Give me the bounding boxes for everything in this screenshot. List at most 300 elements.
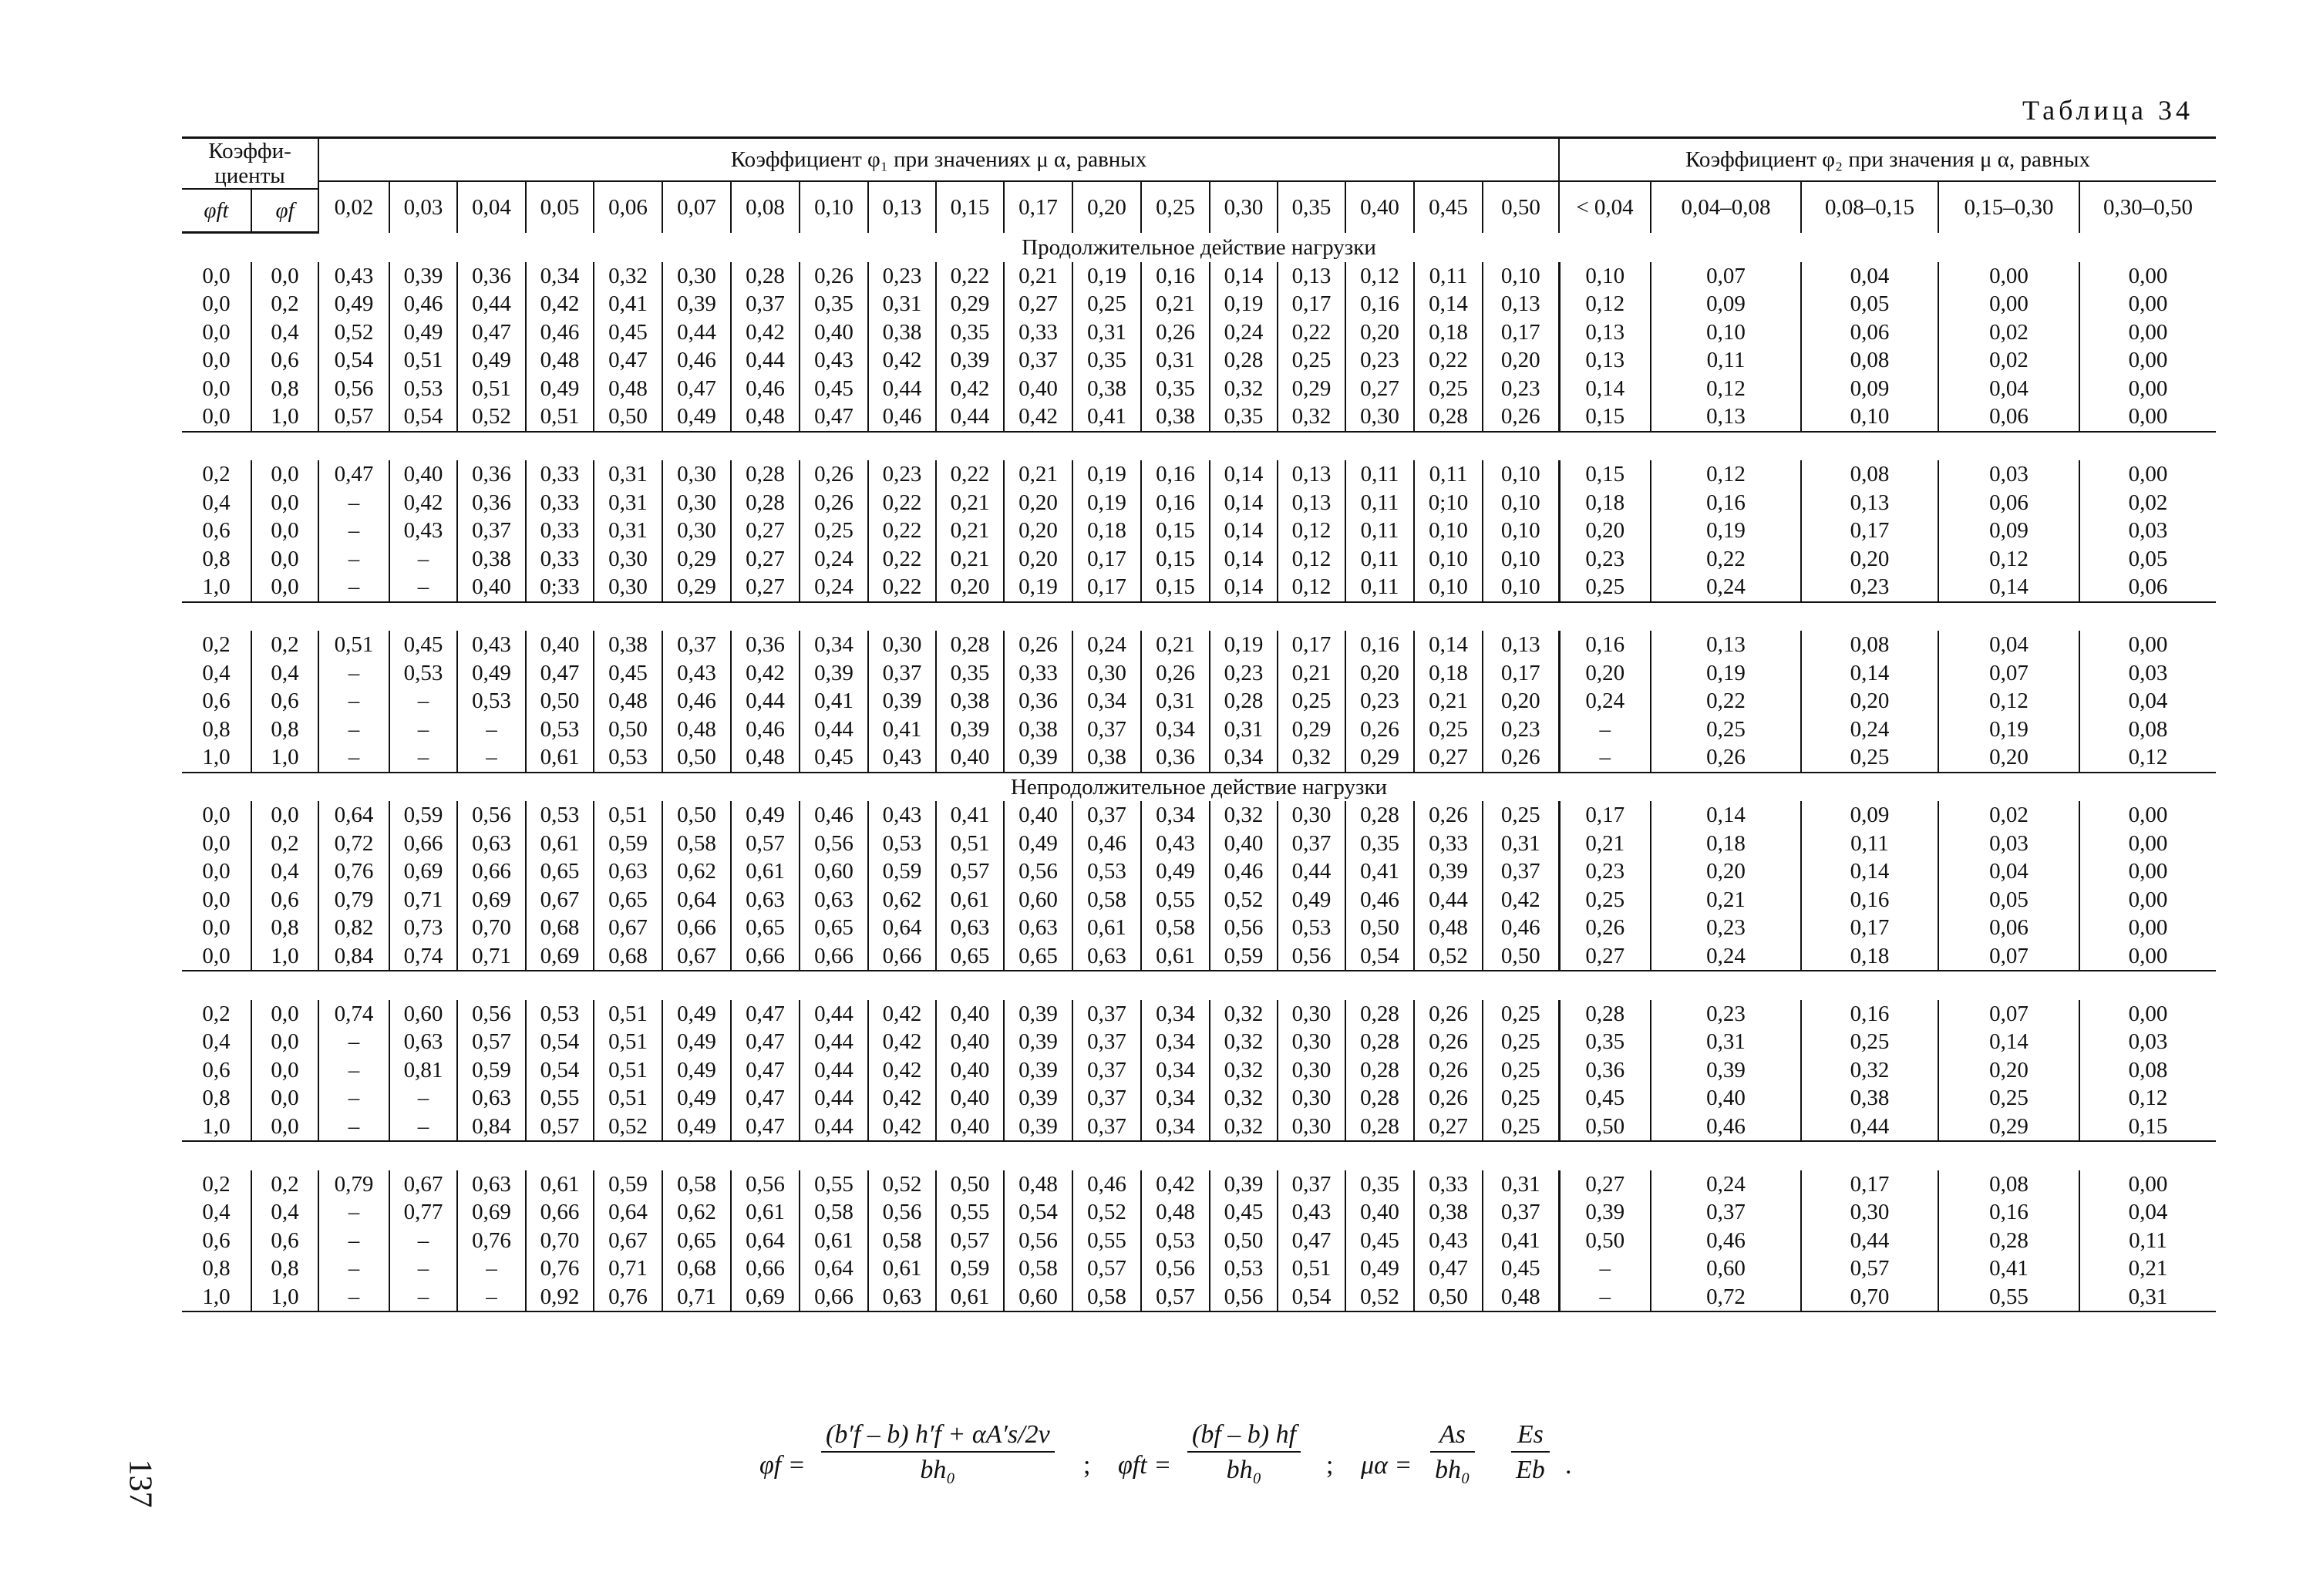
phi1-cell: 0,64 xyxy=(731,1227,800,1255)
phi-f-cell: 0,2 xyxy=(251,290,318,318)
phi2-cell: 0,46 xyxy=(1651,1227,1801,1255)
phi1-cell: 0,46 xyxy=(1072,1170,1141,1199)
phi2-cell: 0,20 xyxy=(1559,659,1651,688)
phi1-cell: – xyxy=(318,687,389,716)
phi2-cell: 0,24 xyxy=(1559,687,1651,716)
phi1-cell: 0,60 xyxy=(800,857,868,886)
table-row xyxy=(182,1227,2216,1255)
phi1-cell: 0,46 xyxy=(868,402,936,432)
phi2-cell: 0,07 xyxy=(1938,942,2079,971)
phi-f-cell: 0,0 xyxy=(251,801,318,830)
phi1-cell: 0,84 xyxy=(457,1113,526,1142)
phi1-cell: 0,81 xyxy=(389,1056,457,1085)
phi1-cell: 0,56 xyxy=(1004,857,1072,886)
phi1-cell: 0,28 xyxy=(1345,1113,1414,1142)
phi1-cell: 0,27 xyxy=(1004,290,1072,318)
modulus-ratio-numerator: Es xyxy=(1511,1420,1550,1453)
phi1-cell: 0,55 xyxy=(800,1170,868,1199)
phi1-cell: 0,31 xyxy=(594,489,662,517)
phi1-cell: – xyxy=(318,1084,389,1113)
phi2-cell: 0,11 xyxy=(1801,830,1938,858)
phi1-cell: 0,61 xyxy=(526,1170,594,1199)
phi1-cell: 0,16 xyxy=(1141,489,1210,517)
phi1-cell: 0,18 xyxy=(1414,318,1483,347)
phi1-cell: 0,42 xyxy=(389,489,457,517)
phi1-cell: 0,29 xyxy=(1278,716,1345,744)
phi1-cell: 0,32 xyxy=(1278,402,1345,432)
phi1-cell: 0,37 xyxy=(1072,1084,1141,1113)
phi-ft-cell: 1,0 xyxy=(182,1283,251,1312)
phi2-cell: 0,13 xyxy=(1559,346,1651,375)
phi1-cell: 0,31 xyxy=(1072,318,1141,347)
phi-ft-cell: 0,0 xyxy=(202,915,231,941)
phi1-cell: 0,26 xyxy=(1414,801,1483,830)
phi1-cell: 0,53 xyxy=(526,716,594,744)
phi1-cell: 0,21 xyxy=(1141,290,1210,318)
phi1-cell: 0,33 xyxy=(1004,659,1072,688)
phi1-cell: 0,58 xyxy=(800,1198,868,1227)
phi1-header: Коэффициент φ₁ при значениях μ α, равных xyxy=(318,138,1559,182)
phi-ft-cell: 0,2 xyxy=(202,632,231,658)
phi1-cell: 0,41 xyxy=(594,290,662,318)
phi1-cell: 0,21 xyxy=(1141,631,1210,659)
phi1-cell: – xyxy=(318,659,389,688)
phi1-cell: 0,40 xyxy=(936,1000,1004,1029)
phi-f-cell: 0,6 xyxy=(251,886,318,914)
phi1-cell: 0,42 xyxy=(731,659,800,688)
phi2-cell: 0,28 xyxy=(1938,1227,2079,1255)
phi1-cell: 0,32 xyxy=(1210,1084,1278,1113)
phi1-cell: 0,42 xyxy=(1141,1170,1210,1199)
phi1-cell: 0,11 xyxy=(1345,517,1414,545)
phi1-cell: 0,43 xyxy=(662,659,731,688)
phi2-cell: 0,44 xyxy=(1801,1113,1938,1142)
phi1-cell: 0,35 xyxy=(1141,375,1210,403)
phi1-cell: 0,64 xyxy=(868,914,936,942)
mu-alpha-phi2-header: 0,15–0,30 xyxy=(1938,181,2079,233)
phi1-cell: 0,42 xyxy=(526,290,594,318)
phi1-cell: 0,38 xyxy=(1141,402,1210,432)
phi-f-cell: 0,0 xyxy=(251,1000,318,1029)
modulus-ratio-fraction xyxy=(1511,1420,1550,1485)
phi1-cell: 0,37 xyxy=(1072,1113,1141,1142)
phi2-cell: 0,24 xyxy=(1651,573,1801,602)
phi1-cell: 0,42 xyxy=(1004,402,1072,432)
phi1-cell: 0,37 xyxy=(1072,801,1141,830)
phi1-cell: 0,49 xyxy=(1345,1254,1414,1283)
phi2-cell: 0,06 xyxy=(2079,573,2216,602)
phi1-cell: 0,51 xyxy=(594,1028,662,1056)
phi1-cell: 0,37 xyxy=(1278,830,1345,858)
phi1-cell: 0,34 xyxy=(1210,743,1278,773)
phi-f-cell: 0,8 xyxy=(251,375,318,403)
phi1-cell: 0,76 xyxy=(594,1283,662,1312)
phi1-cell: 0,38 xyxy=(1004,716,1072,744)
phi1-cell: 0,28 xyxy=(1345,1056,1414,1085)
phi1-cell: 0,31 xyxy=(1210,716,1278,744)
table-row xyxy=(182,1056,2216,1085)
phi1-cell: 0,41 xyxy=(936,801,1004,830)
phi1-cell: – xyxy=(318,1056,389,1085)
phi1-cell: 0,36 xyxy=(457,262,526,291)
phi-ft-cell: 0,6 xyxy=(202,1227,231,1253)
phi2-cell: 0,20 xyxy=(1801,545,1938,574)
phi2-cell: 0,02 xyxy=(1938,346,2079,375)
phi1-cell: 0,34 xyxy=(800,631,868,659)
table-row xyxy=(182,1113,2216,1142)
phi1-cell: 0,49 xyxy=(526,375,594,403)
phi1-cell: 0,23 xyxy=(1483,375,1559,403)
phi1-cell: 0,22 xyxy=(936,262,1004,291)
table-row xyxy=(182,375,2216,403)
phi1-cell: 0,26 xyxy=(800,460,868,489)
phi1-cell: 0,40 xyxy=(936,1084,1004,1113)
phi1-cell: 0,53 xyxy=(1141,1227,1210,1255)
phi1-cell: 0,76 xyxy=(526,1254,594,1283)
phi1-cell: 0,14 xyxy=(1414,290,1483,318)
phi2-cell: 0,12 xyxy=(1651,375,1801,403)
phi1-cell: 0,26 xyxy=(1414,1084,1483,1113)
phi1-cell: 0,30 xyxy=(662,517,731,545)
phi1-cell: 0,28 xyxy=(1345,801,1414,830)
phi1-cell: 0,57 xyxy=(526,1113,594,1142)
phi1-cell: 0,66 xyxy=(731,942,800,971)
phi1-cell: 0,41 xyxy=(868,716,936,744)
phi1-cell: 0,74 xyxy=(389,942,457,971)
phi-f-cell: 0,0 xyxy=(251,1028,318,1056)
phi1-cell: 0,33 xyxy=(1414,830,1483,858)
phi1-cell: 0,23 xyxy=(1483,716,1559,744)
phi2-cell: 0,40 xyxy=(1651,1084,1801,1113)
phi1-cell: 0,21 xyxy=(1004,460,1072,489)
phi1-cell: 0,14 xyxy=(1210,545,1278,574)
table-row xyxy=(182,743,2216,773)
phi2-cell: 0,16 xyxy=(1801,1000,1938,1029)
phi1-cell: 0,28 xyxy=(1345,1000,1414,1029)
phi2-cell: 0,50 xyxy=(1559,1113,1651,1142)
mu-alpha-phi1-header: 0,20 xyxy=(1072,181,1141,233)
phi1-cell: 0,40 xyxy=(1345,1198,1414,1227)
phi1-cell: 0,61 xyxy=(936,1283,1004,1312)
phi2-cell: 0,00 xyxy=(2079,262,2216,291)
formula-separator-2: ; xyxy=(1326,1451,1334,1480)
phi1-cell: 0,36 xyxy=(731,631,800,659)
phi2-cell: 0,23 xyxy=(1559,545,1651,574)
phi1-cell: 0,42 xyxy=(868,1084,936,1113)
phi1-cell: 0,58 xyxy=(1072,886,1141,914)
phi-ft-cell: 0,6 xyxy=(202,518,231,544)
phi1-cell: 0,17 xyxy=(1072,545,1141,574)
phi2-cell: 0,11 xyxy=(1651,346,1801,375)
phi1-cell: 0,13 xyxy=(1278,460,1345,489)
phi1-cell: 0,54 xyxy=(526,1056,594,1085)
phi1-cell: 0,22 xyxy=(868,489,936,517)
phi1-cell: – xyxy=(457,1283,526,1312)
phi1-cell: 0,30 xyxy=(1072,659,1141,688)
phi2-cell: 0,17 xyxy=(1801,914,1938,942)
phi1-cell: 0,49 xyxy=(662,1084,731,1113)
phi1-cell: 0,10 xyxy=(1414,517,1483,545)
phi2-cell: 0,36 xyxy=(1559,1056,1651,1085)
phi1-cell: 0,58 xyxy=(1141,914,1210,942)
phi1-cell: 0,63 xyxy=(457,1170,526,1199)
phi2-cell: 0,00 xyxy=(2079,801,2216,830)
table-row xyxy=(182,1283,2216,1312)
phi1-cell: 0,25 xyxy=(1072,290,1141,318)
phi1-cell: 0,44 xyxy=(662,318,731,347)
phi2-cell: 0,72 xyxy=(1651,1283,1801,1312)
phi1-cell: 0,37 xyxy=(1072,1000,1141,1029)
phi2-cell: 0,14 xyxy=(1938,573,2079,602)
phi1-cell: 0,57 xyxy=(731,830,800,858)
phi1-cell: – xyxy=(318,1028,389,1056)
table-title: Таблица 34 xyxy=(2022,95,2193,126)
phi1-cell: 0,50 xyxy=(1345,914,1414,942)
phi-ft-cell: 0,8 xyxy=(202,1256,231,1281)
phi2-cell: 0,16 xyxy=(1559,631,1651,659)
phi1-cell: – xyxy=(457,1254,526,1283)
phi1-cell: 0,51 xyxy=(1278,1254,1345,1283)
phi1-cell: 0,11 xyxy=(1414,262,1483,291)
phi2-cell: 0,00 xyxy=(2079,914,2216,942)
phi1-cell: 0,41 xyxy=(1483,1227,1559,1255)
phi2-cell: 0,10 xyxy=(1559,262,1651,291)
phi-f-cell: 0,0 xyxy=(251,545,318,574)
table-row xyxy=(182,886,2216,914)
phi-f-cell: 0,0 xyxy=(251,1113,318,1142)
phi1-cell: 0,77 xyxy=(389,1198,457,1227)
phi1-cell: 0,56 xyxy=(800,830,868,858)
phi2-cell: 0,19 xyxy=(1651,659,1801,688)
phi1-cell: 0,46 xyxy=(800,801,868,830)
phi1-cell: 0,22 xyxy=(936,460,1004,489)
phi1-cell: 0,34 xyxy=(1072,687,1141,716)
phi2-cell: 0,00 xyxy=(2079,942,2216,971)
phi1-cell: 0,48 xyxy=(1141,1198,1210,1227)
phi1-cell: 0,35 xyxy=(1345,830,1414,858)
phi1-cell: 0,52 xyxy=(868,1170,936,1199)
phi1-cell: 0,11 xyxy=(1345,460,1414,489)
phi1-cell: 0,19 xyxy=(1072,262,1141,291)
phi1-cell: 0,43 xyxy=(318,262,389,291)
phi-f-cell: 0,8 xyxy=(251,716,318,744)
phi1-cell: 0,22 xyxy=(868,517,936,545)
phi1-cell: 0,10 xyxy=(1483,573,1559,602)
phi1-cell: 0,25 xyxy=(1483,801,1559,830)
phi-f-cell: 0,0 xyxy=(251,1056,318,1085)
phi2-cell: 0,11 xyxy=(2079,1227,2216,1255)
phi1-cell: 0,27 xyxy=(731,545,800,574)
phi2-cell: 0,12 xyxy=(2079,1084,2216,1113)
phi2-cell: 0,20 xyxy=(1559,517,1651,545)
phi1-cell: 0,51 xyxy=(594,1000,662,1029)
phi1-cell: 0,58 xyxy=(868,1227,936,1255)
phi-ft-cell: 0,8 xyxy=(202,546,231,571)
table-row xyxy=(182,631,2216,659)
phi1-cell: 0,47 xyxy=(662,375,731,403)
phi1-cell: 0,59 xyxy=(868,857,936,886)
phi2-cell: 0,70 xyxy=(1801,1283,1938,1312)
phi2-cell: 0,00 xyxy=(1938,262,2079,291)
phi1-cell: 0,36 xyxy=(1004,687,1072,716)
phi1-cell: 0,49 xyxy=(1141,857,1210,886)
phi1-cell: 0,53 xyxy=(526,801,594,830)
phi2-cell: 0,19 xyxy=(1651,517,1801,545)
phi-ft-cell: 1,0 xyxy=(182,743,251,773)
phi1-cell: 0,20 xyxy=(1345,659,1414,688)
phi1-cell: 0,44 xyxy=(1278,857,1345,886)
phi1-cell: 0,53 xyxy=(594,743,662,773)
phi1-cell: 0,55 xyxy=(936,1198,1004,1227)
phi1-cell: 0,26 xyxy=(1345,716,1414,744)
phi1-cell: 0,39 xyxy=(1004,743,1072,773)
phi1-cell: 0,31 xyxy=(1141,687,1210,716)
phi1-cell: 0,39 xyxy=(1004,1084,1072,1113)
phi1-cell: 0,26 xyxy=(1141,659,1210,688)
phi2-cell: 0,23 xyxy=(1651,914,1801,942)
phi2-cell: 0,15 xyxy=(1559,402,1651,432)
phi1-cell: 0,30 xyxy=(662,262,731,291)
phi1-cell: 0,35 xyxy=(800,290,868,318)
phi1-cell: 0,34 xyxy=(1141,1028,1210,1056)
phi1-cell: 0,21 xyxy=(936,489,1004,517)
phi1-cell: 0,50 xyxy=(1210,1227,1278,1255)
phi1-cell: 0,45 xyxy=(1210,1198,1278,1227)
phi-ft-cell: 0,2 xyxy=(202,1001,231,1026)
phi2-cell: 0,02 xyxy=(1938,801,2079,830)
table-row xyxy=(182,290,2216,318)
phi1-cell: 0,30 xyxy=(1278,801,1345,830)
phi2-cell: 0,27 xyxy=(1559,942,1651,971)
phi2-cell: – xyxy=(1559,1283,1651,1312)
phi2-cell: 0,50 xyxy=(1559,1227,1651,1255)
phi1-cell: 0,31 xyxy=(868,290,936,318)
phi2-cell: 0,00 xyxy=(2079,631,2216,659)
phi1-cell: 0,10 xyxy=(1414,573,1483,602)
phi1-cell: 0,46 xyxy=(731,375,800,403)
phi1-cell: 0,39 xyxy=(389,262,457,291)
phi1-cell: 0,42 xyxy=(868,1000,936,1029)
phi1-cell: 0,56 xyxy=(318,375,389,403)
phi1-cell: – xyxy=(318,545,389,574)
phi1-cell: 0,20 xyxy=(936,573,1004,602)
phi1-cell: 0,46 xyxy=(731,716,800,744)
phi-ft-fraction xyxy=(1187,1420,1301,1485)
phi1-cell: 0,32 xyxy=(1278,743,1345,773)
phi2-cell: 0,20 xyxy=(1938,743,2079,773)
phi2-cell: 0,06 xyxy=(1938,489,2079,517)
phi1-cell: 0,52 xyxy=(1414,942,1483,971)
phi1-cell: 0,58 xyxy=(1072,1283,1141,1312)
formula-separator-1: ; xyxy=(1083,1451,1091,1480)
phi1-cell: – xyxy=(457,743,526,773)
phi1-cell: 0,38 xyxy=(457,545,526,574)
phi1-cell: 0,43 xyxy=(389,517,457,545)
phi-ft-cell: 0,2 xyxy=(202,462,231,487)
phi1-cell: 0,44 xyxy=(936,402,1004,432)
phi2-cell: 0,13 xyxy=(1651,631,1801,659)
phi1-cell: 0,40 xyxy=(936,1028,1004,1056)
table-row xyxy=(182,346,2216,375)
phi1-cell: 0,49 xyxy=(731,801,800,830)
phi2-cell: 0,04 xyxy=(2079,687,2216,716)
phi2-cell: 0,04 xyxy=(2079,1198,2216,1227)
phi1-cell: 0,48 xyxy=(526,346,594,375)
mu-alpha-phi2-header: 0,30–0,50 xyxy=(2079,181,2216,233)
phi2-cell: 0,21 xyxy=(1651,886,1801,914)
phi1-cell: 0,61 xyxy=(800,1227,868,1255)
phi1-cell: 0,48 xyxy=(731,402,800,432)
phi1-cell: 0,47 xyxy=(594,346,662,375)
table-row xyxy=(182,1198,2216,1227)
phi-ft-cell: 0,0 xyxy=(202,375,231,401)
phi1-cell: 0,67 xyxy=(662,942,731,971)
phi2-cell: 0,27 xyxy=(1559,1170,1651,1199)
phi1-cell: 0,71 xyxy=(594,1254,662,1283)
phi1-cell: 0,14 xyxy=(1210,460,1278,489)
phi2-cell: 0,14 xyxy=(1801,659,1938,688)
phi2-cell: 0,00 xyxy=(2079,346,2216,375)
phi-ft-cell: 0,4 xyxy=(202,660,231,685)
phi1-cell: 0,34 xyxy=(1141,1056,1210,1085)
phi1-cell: 0,33 xyxy=(1004,318,1072,347)
phi1-cell: 0,13 xyxy=(1483,631,1559,659)
phi1-cell: – xyxy=(318,743,389,773)
phi-f-cell: 0,0 xyxy=(251,573,318,602)
phi1-cell: 0,26 xyxy=(800,262,868,291)
phi1-cell: – xyxy=(389,1283,457,1312)
table-row xyxy=(182,687,2216,716)
phi2-cell: 0,31 xyxy=(1651,1028,1801,1056)
phi1-cell: 0,31 xyxy=(594,517,662,545)
phi2-cell: 0,18 xyxy=(1651,830,1801,858)
phi2-cell: 0,08 xyxy=(1938,1170,2079,1199)
phi2-cell: 0,25 xyxy=(1801,1028,1938,1056)
phi1-cell: 0,39 xyxy=(1004,1028,1072,1056)
phi2-cell: 0,14 xyxy=(1801,857,1938,886)
phi1-cell: 0,71 xyxy=(662,1283,731,1312)
phi1-cell: 0,24 xyxy=(800,573,868,602)
phi1-cell: 0,30 xyxy=(1278,1056,1345,1085)
phi1-cell: 0,41 xyxy=(1345,857,1414,886)
phi2-cell: 0,04 xyxy=(1801,262,1938,291)
phi1-cell: 0,54 xyxy=(526,1028,594,1056)
phi1-cell: 0,46 xyxy=(662,687,731,716)
phi1-cell: 0,34 xyxy=(1141,716,1210,744)
phi1-cell: 0,47 xyxy=(526,659,594,688)
phi1-cell: 0,34 xyxy=(1141,1000,1210,1029)
phi-f-cell: 1,0 xyxy=(251,942,318,971)
coefficients-header: Коэффи- циенты xyxy=(182,138,318,190)
phi2-cell: 0,57 xyxy=(1801,1254,1938,1283)
phi1-cell: – xyxy=(318,1113,389,1142)
phi1-cell: 0,27 xyxy=(731,573,800,602)
phi1-cell: 0,47 xyxy=(1414,1254,1483,1283)
phi1-cell: 0,58 xyxy=(662,1170,731,1199)
phi1-cell: 0,12 xyxy=(1278,517,1345,545)
phi1-cell: 0,49 xyxy=(389,318,457,347)
mu-alpha-phi1-header: 0,25 xyxy=(1141,181,1210,233)
phi1-cell: 0,45 xyxy=(594,318,662,347)
table-row xyxy=(182,1000,2216,1029)
phi1-cell: 0,58 xyxy=(1004,1254,1072,1283)
phi2-cell: 0,00 xyxy=(2079,1000,2216,1029)
phi1-cell: 0,33 xyxy=(526,489,594,517)
phi1-cell: 0,28 xyxy=(936,631,1004,659)
phi1-cell: 0,20 xyxy=(1004,489,1072,517)
phi2-cell: 0,12 xyxy=(1651,460,1801,489)
phi1-cell: 0,56 xyxy=(457,801,526,830)
